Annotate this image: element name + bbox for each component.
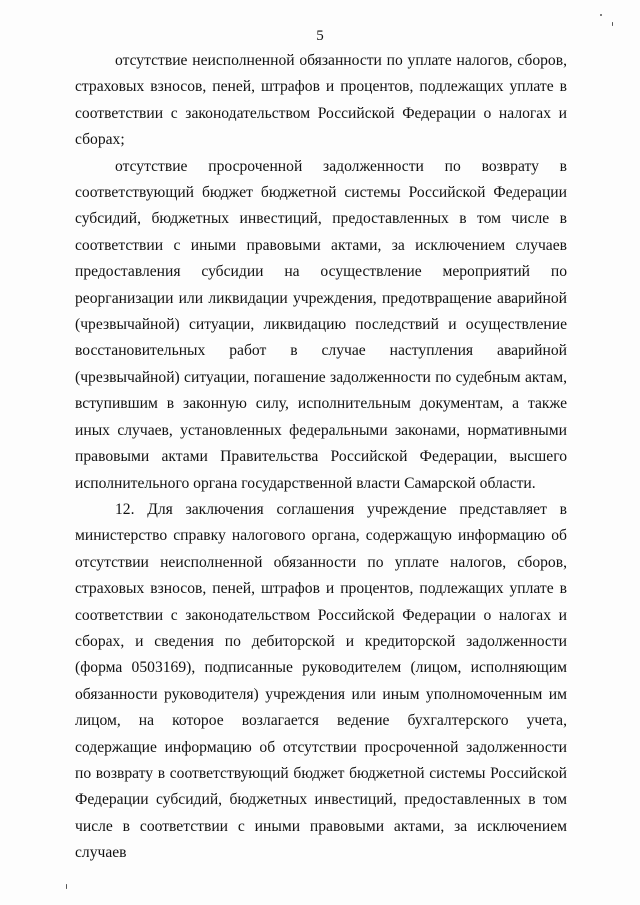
paragraph-item-12: 12. Для заключения соглашения учреждение представляет в министерство справку налогового органа, содержащую информацию об отсутствии неисполненной обязанности по уплате налогов, сборов, страховых взносов, пеней, штрафов и процентов, подлежащих уплате в соответствии с законодательством Российской Федерации о налогах и сборах, и сведения по дебиторской и кредиторской задолженности (форма 0503169), подписанные руководителем (лицом, исполняющим обязанности руководителя) учреждения или иным уполномоченным им лицом, на которое возлагается ведение бухгалтерского учета, содержащие информацию об отсутствии просроченной задолженности по возврату в соответствующий бюджет бюджетной системы Российской Федерации субсидий, бюджетных инвестиций, предоставленных в том числе в соответствии с иными правовыми актами, за исключением случаев xyxy=(75,500,567,862)
scan-speck xyxy=(612,22,613,26)
paragraph-overdue-debt: отсутствие просроченной задолженности по возврату в соответствующий бюджет бюджетной системы Российской Федерации субсидий, бюджетных инвестиций, предоставленных в том числе в соответствии с иными правовыми актами, за исключением случаев предоставления субсидии на осуществление мероприятий по реорганизации или ликвидации учреждения, предотвращение аварийной (чрезвычайной) ситуации, ликвидацию последствий и осуществление восстановительных работ в случае наступления аварийной (чрезвычайной) ситуации, погашение задолженности по судебным актам, вступившим в законную силу, исполнительным документам, а также иных случаев, установленных федеральными законами, нормативными правовыми актами Правительства Российской Федерации, высшего исполнительного органа государственной власти Самарской области. xyxy=(75,157,567,492)
scan-speck xyxy=(66,884,67,889)
document-body xyxy=(75,48,567,867)
page-number: 5 xyxy=(316,28,324,44)
paragraph-tax-obligations: отсутствие неисполненной обязанности по уплате налогов, сборов, страховых взносов, пеней, штрафов и процентов, подлежащих уплате в соответствии с законодательством Российской Федерации о налогах и сборах; xyxy=(75,52,567,149)
scan-speck xyxy=(600,14,602,16)
